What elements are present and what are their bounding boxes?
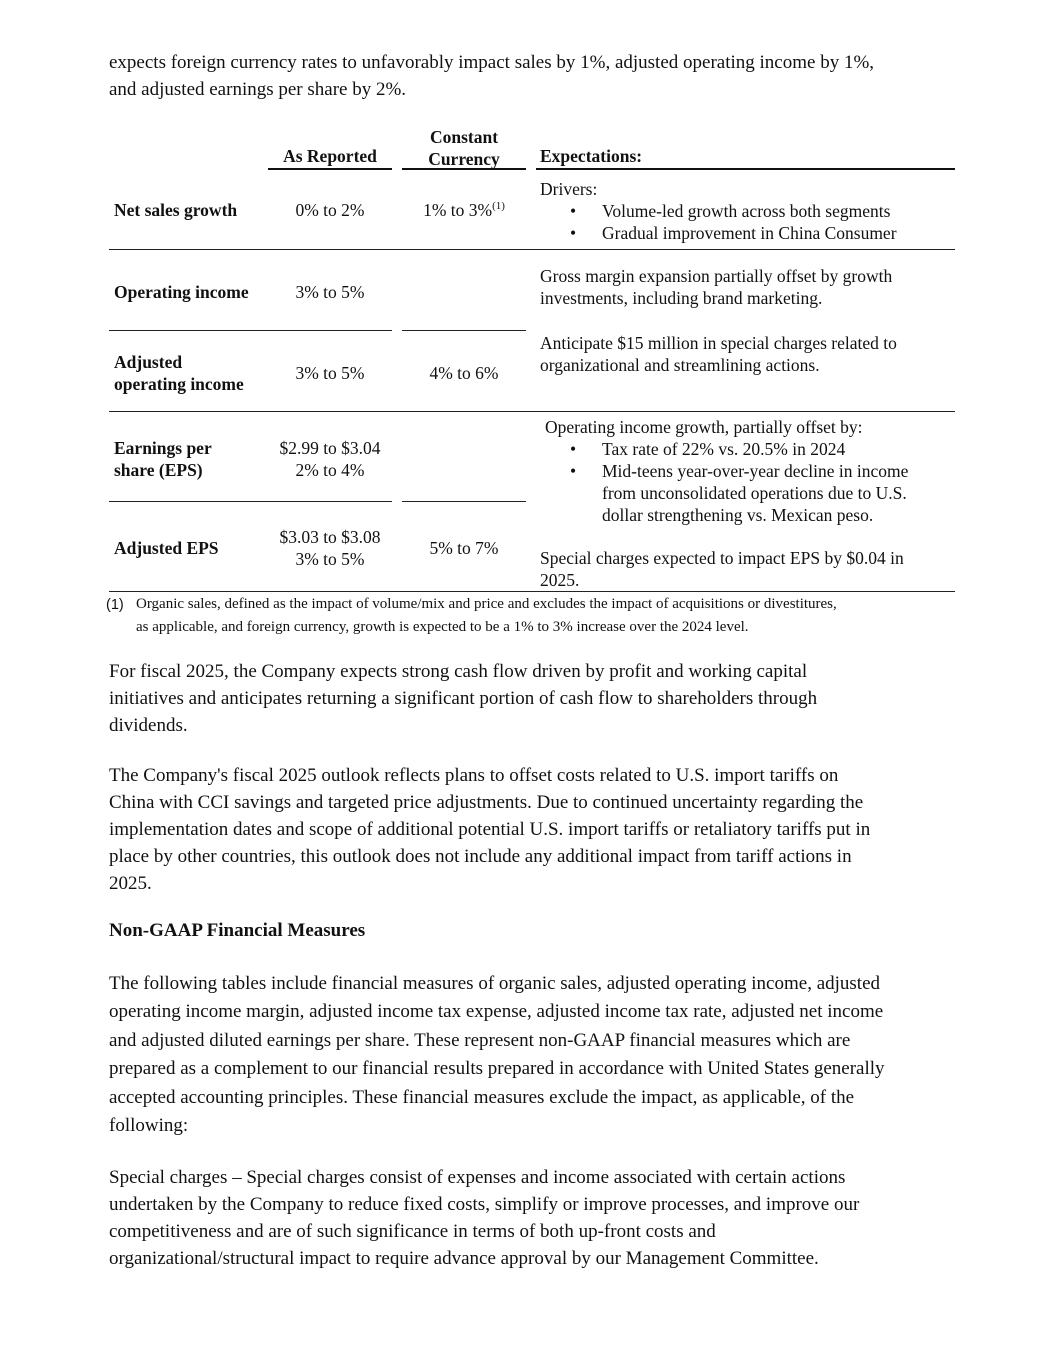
adj-eps-reported-growth: 3% to 5% <box>295 549 365 569</box>
eps-exp-title: Operating income growth, partially offset by: <box>545 417 863 437</box>
nongaap-line-1: The following tables include financial measures of organic sales, adjusted operating income, adjusted <box>109 973 881 994</box>
cash-line-1: For fiscal 2025, the Company expects strong cash flow driven by profit and working capital <box>109 661 808 682</box>
header-rule-constant <box>402 168 526 170</box>
row-divider <box>402 330 526 331</box>
bullet-glyph: • <box>570 201 577 221</box>
row-label-adj-op-1: Adjusted <box>114 352 183 372</box>
net-sales-constant: 1% to 3%$^{(1)}$ <box>423 200 505 220</box>
header-constant-2: Currency <box>428 149 500 169</box>
row-label-adj-op-2: operating income <box>114 374 244 394</box>
eps-special-line-2: 2025. <box>540 570 580 590</box>
row-divider <box>402 501 526 502</box>
bullet-glyph: • <box>570 223 577 243</box>
adj-op-constant: 4% to 6% <box>429 363 499 383</box>
adj-eps-reported-range: $3.03 to $3.08 <box>279 527 381 547</box>
driver-2: Gradual improvement in China Consumer <box>602 223 897 243</box>
net-sales-reported: 0% to 2% <box>295 200 365 220</box>
cash-line-2: initiatives and anticipates returning a significant portion of cash flow to shareholders through <box>109 688 818 709</box>
eps-bullet-2-3: dollar strengthening vs. Mexican peso. <box>602 505 874 525</box>
header-constant-1: Constant <box>429 127 499 147</box>
section-heading: Non-GAAP Financial Measures <box>109 920 366 941</box>
tariff-line-1: The Company's fiscal 2025 outlook reflects plans to offset costs related to U.S. import tariffs on <box>109 765 839 786</box>
row-divider <box>109 501 392 502</box>
tariff-line-4: place by other countries, this outlook does not include any additional impact from tariff actions in <box>109 846 852 867</box>
header-expectations: Expectations: <box>540 146 643 166</box>
footnote-line-2: as applicable, and foreign currency, growth is expected to be a 1% to 3% increase over the 2024 level. <box>136 619 749 635</box>
adj-op-reported: 3% to 5% <box>295 363 365 383</box>
row-label-adj-eps: Adjusted EPS <box>114 538 219 558</box>
intro-line-2: and adjusted earnings per share by 2%. <box>109 79 407 100</box>
row-label-operating-income: Operating income <box>114 282 249 302</box>
row-label-eps-2: share (EPS) <box>114 460 203 480</box>
nongaap-line-2: operating income margin, adjusted income tax expense, adjusted income tax rate, adjusted net income <box>109 1001 884 1022</box>
row-divider <box>109 249 955 250</box>
drivers-title: Drivers: <box>540 179 598 199</box>
bullet-glyph: • <box>570 439 577 459</box>
margin-line-2: investments, including brand marketing. <box>540 288 823 308</box>
header-rule-reported <box>268 168 392 170</box>
row-label-net-sales: Net sales growth <box>114 200 238 220</box>
nongaap-line-4: prepared as a complement to our financial results prepared in accordance with United States generally <box>109 1058 885 1079</box>
footnote-line-1: Organic sales, defined as the impact of volume/mix and price and excludes the impact of acquisitions or divestitures, <box>136 596 837 612</box>
eps-reported-range: $2.99 to $3.04 <box>279 438 381 458</box>
special-line-2: organizational and streamlining actions. <box>540 355 820 375</box>
header-as-reported: As Reported <box>283 146 377 166</box>
bullet-glyph: • <box>570 461 577 481</box>
eps-bullet-1: Tax rate of 22% vs. 20.5% in 2024 <box>602 439 846 459</box>
special-charges-line-2: undertaken by the Company to reduce fixed costs, simplify or improve processes, and improve our <box>109 1194 860 1215</box>
special-charges-line-3: competitiveness and are of such significance in terms of both up-front costs and <box>109 1221 716 1242</box>
cash-line-3: dividends. <box>109 715 188 736</box>
eps-bullet-2-2: from unconsolidated operations due to U.S. <box>602 483 907 503</box>
nongaap-line-5: accepted accounting principles. These financial measures exclude the impact, as applicable, of the <box>109 1087 855 1108</box>
margin-line-1: Gross margin expansion partially offset by growth <box>540 266 893 286</box>
nongaap-line-3: and adjusted diluted earnings per share. These represent non-GAAP financial measures which are <box>109 1030 851 1051</box>
header-rule-expectations <box>536 168 955 170</box>
tariff-line-3: implementation dates and scope of additional potential U.S. import tariffs or retaliatory tariffs put in <box>109 819 871 840</box>
footnote-ref: (1) <box>492 200 505 213</box>
eps-reported-growth: 2% to 4% <box>295 460 365 480</box>
eps-special-line-1: Special charges expected to impact EPS by $0.04 in <box>540 548 904 568</box>
row-divider <box>109 411 955 412</box>
intro-line-1: expects foreign currency rates to unfavorably impact sales by 1%, adjusted operating income by 1%, <box>109 52 875 73</box>
operating-income-reported: 3% to 5% <box>295 282 365 302</box>
row-label-eps-1: Earnings per <box>114 438 212 458</box>
adj-eps-constant: 5% to 7% <box>429 538 499 558</box>
eps-bullet-2-1: Mid-teens year-over-year decline in income <box>602 461 909 481</box>
special-charges-line-1: Special charges – Special charges consist of expenses and income associated with certain actions <box>109 1167 846 1188</box>
row-divider <box>109 330 392 331</box>
special-charges-line-4: organizational/structural impact to require advance approval by our Management Committee. <box>109 1248 819 1269</box>
driver-1: Volume-led growth across both segments <box>602 201 891 221</box>
footnote-number: (1) <box>106 597 124 613</box>
nongaap-line-6: following: <box>109 1115 189 1136</box>
tariff-line-5: 2025. <box>109 873 152 894</box>
special-line-1: Anticipate $15 million in special charges related to <box>540 333 897 353</box>
tariff-line-2: China with CCI savings and targeted price adjustments. Due to continued uncertainty regarding the <box>109 792 864 813</box>
